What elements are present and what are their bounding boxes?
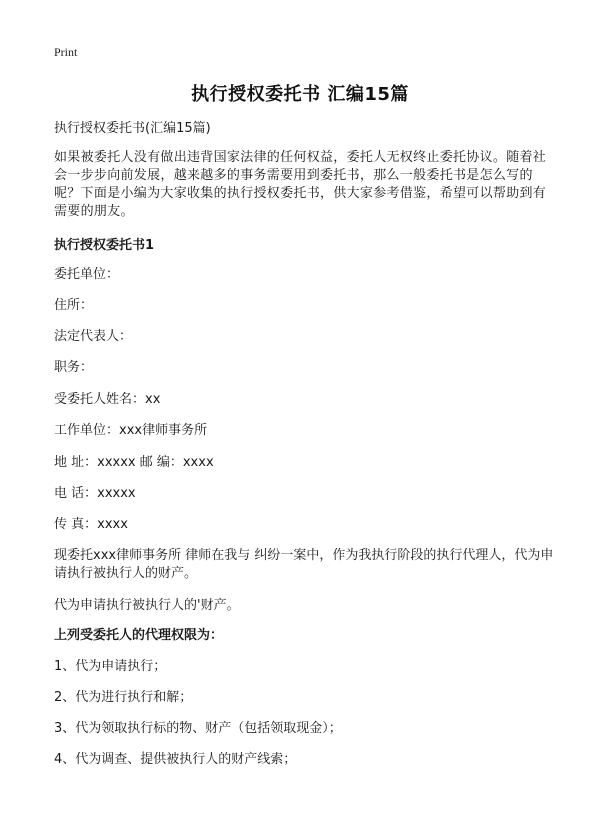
field-legal-representative: 法定代表人： <box>54 329 133 344</box>
behalf-paragraph: 代为申请执行被执行人的'财产。 <box>54 598 240 613</box>
field-address-postcode: 地 址：xxxxx 邮 编：xxxx <box>54 455 214 470</box>
field-trustee-name: 受委托人姓名：xx <box>54 392 161 407</box>
section-heading: 执行授权委托书1 <box>54 238 155 253</box>
appointment-paragraph: 现委托xxx律师事务所 律师在我与 纠纷一案中，作为我执行阶段的执行代理人，代为申请执行被执行人的财产。 <box>54 548 554 581</box>
print-label[interactable]: Print <box>54 45 78 59</box>
authority-heading: 上列受委托人的代理权限为： <box>54 628 224 643</box>
document-title: 执行授权委托书 汇编15篇 <box>191 84 409 105</box>
document-subtitle: 执行授权委托书(汇编15篇) <box>54 121 211 136</box>
authority-item: 4、代为调查、提供被执行人的财产线索； <box>54 752 297 767</box>
field-position: 职务： <box>54 360 94 375</box>
authority-item: 2、代为进行执行和解； <box>54 690 193 705</box>
authority-item: 3、代为领取执行标的物、财产（包括领取现金）； <box>54 721 342 736</box>
field-address: 住所： <box>54 298 94 313</box>
field-fax: 传 真：xxxx <box>54 517 128 532</box>
authority-item: 1、代为申请执行； <box>54 659 167 674</box>
intro-paragraph: 如果被委托人没有做出违背国家法律的任何权益，委托人无权终止委托协议。随着社会一步步向前发展，越来越多的事务需要用到委托书，那么一般委托书是怎么写的呢？下面是小编为大家收集的执行授权委托书，供大家参考借鉴，希望可以帮助到有需要的朋友。 <box>54 150 547 219</box>
field-phone: 电 话：xxxxx <box>54 486 136 501</box>
field-work-unit: 工作单位：xxx律师事务所 <box>54 423 208 438</box>
field-entrusting-unit: 委托单位： <box>54 267 120 282</box>
